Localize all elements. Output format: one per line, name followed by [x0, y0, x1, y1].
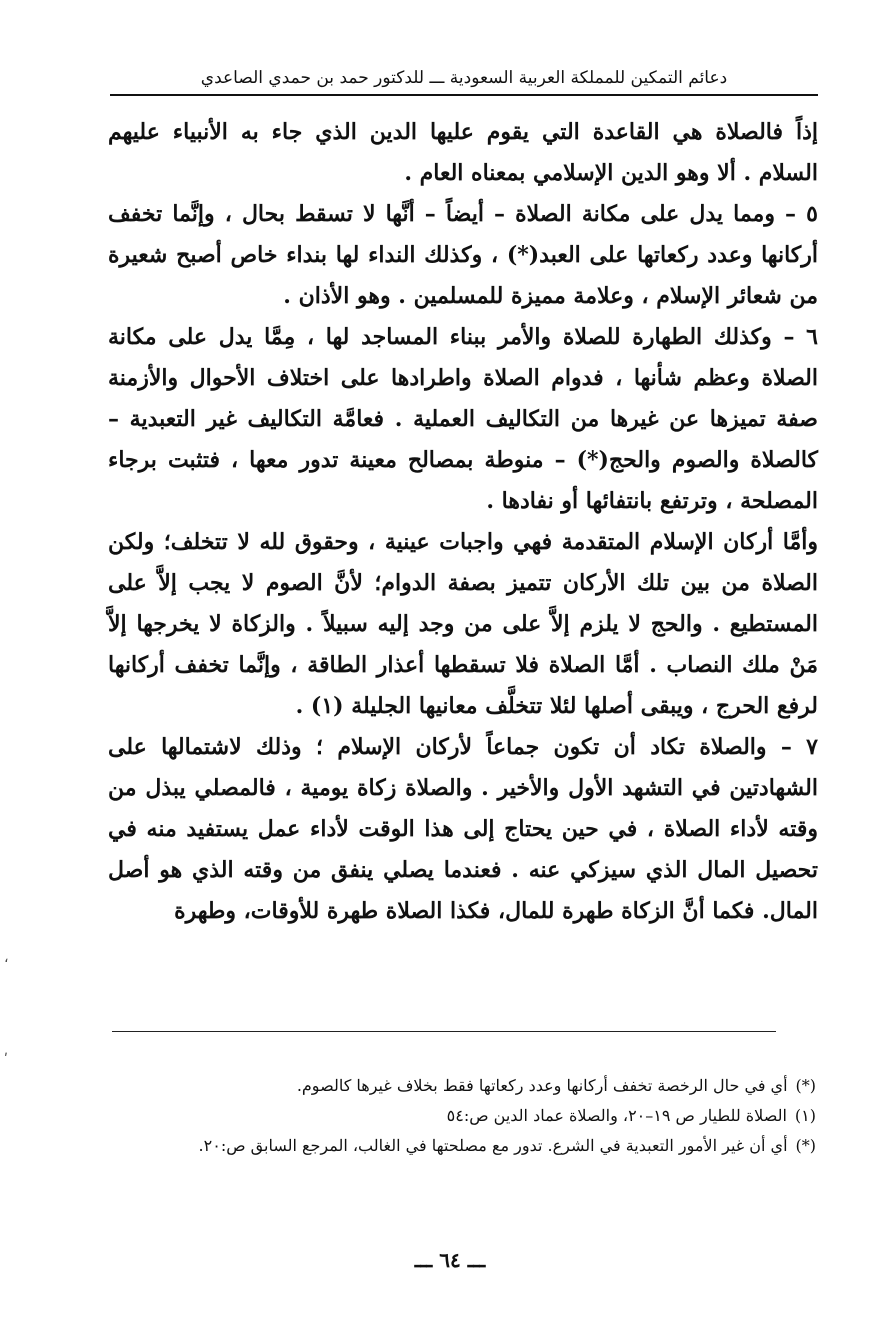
footnote	[110, 1132, 816, 1159]
footnote	[110, 1072, 816, 1099]
footnote-separator	[112, 1031, 776, 1032]
footnote-mark: (*)	[795, 1136, 816, 1155]
scan-margin-mark: ،	[4, 950, 9, 966]
footnote-mark: (*)	[795, 1076, 816, 1095]
footnotes	[110, 1072, 816, 1162]
page-number: ـــ ٦٤ ـــ	[414, 1248, 486, 1272]
paragraph-3: ٦ – وكذلك الطهارة للصلاة والأمر ببناء المساجد لها ، مِمَّا يدل على مكانة الصلاة وعظم شأنها ، فدوام الصلاة واطرادها على اختلاف الأحوال والأزمنة صفة تميزها عن غيرها من التكاليف العملية . فعامَّة التكاليف غير التعبدية – كالصلاة والصوم والحج(*) – منوطة بمصالح معينة تدور معها ، فتثبت برجاء المصلحة ، وترتفع بانتفائها أو نفادها .	[108, 324, 818, 514]
paragraph-1: إذاً فالصلاة هي القاعدة التي يقوم عليها الدين الذي جاء به الأنبياء عليهم السلام . ألا وهو الدين الإسلامي بمعناه العام .	[108, 119, 818, 186]
header-rule	[110, 94, 818, 96]
main-text	[108, 112, 818, 932]
paragraph-5: ٧ – والصلاة تكاد أن تكون جماعاً لأركان الإسلام ؛ وذلك لاشتمالها على الشهادتين في التشهد الأول والأخير . والصلاة زكاة يومية ، فالمصلي يبذل من وقته لأداء الصلاة ، في حين يحتاج إلى هذا الوقت لأداء عمل يستفيد منه في تحصيل المال الذي سيزكي عنه . فعندما يصلي ينفق من وقته الذي هو أصل المال. فكما أنَّ الزكاة طهرة للمال، فكذا الصلاة طهرة للأوقات، وطهرة	[108, 734, 818, 924]
paragraph-4: وأمَّا أركان الإسلام المتقدمة فهي واجبات عينية ، وحقوق لله لا تتخلف؛ ولكن الصلاة من بين تلك الأركان تتميز بصفة الدوام؛ لأنَّ الصوم لا يجب إلاَّ على المستطيع . والحج لا يلزم إلاَّ على من وجد إليه سبيلاً . والزكاة لا يخرجها إلاَّ مَنْ ملك النصاب . أمَّا الصلاة فلا تسقطها أعذار الطاقة ، وإنَّما تخفف أركانها لرفع الحرج ، ويبقى أصلها لئلا تتخلَّف معانيها الجليلة (١) .	[108, 529, 818, 719]
running-header: دعائم التمكين للمملكة العربية السعودية ـــ للدكتور حمد بن حمدي الصاعدي	[200, 68, 728, 88]
footnote-text: الصلاة للطيار ص ١٩–٢٠، والصلاة عماد الدين ص:٥٤	[446, 1106, 787, 1125]
footnote	[110, 1102, 816, 1129]
paragraph-2: ٥ – ومما يدل على مكانة الصلاة – أيضاً – أنَّها لا تسقط بحال ، وإنَّما تخفف أركانها وعدد ركعاتها على العبد(*) ، وكذلك النداء لها بنداء خاص أصبح شعيرة من شعائر الإسلام ، وعلامة مميزة للمسلمين . وهو الأذان .	[108, 201, 818, 309]
scan-margin-mark: ʹ	[4, 1052, 8, 1068]
footnote-text: أي أن غير الأمور التعبدية في الشرع. تدور مع مصلحتها في الغالب، المرجع السابق ص:٢٠.	[198, 1136, 788, 1155]
footnote-mark: (١)	[794, 1106, 816, 1125]
footnote-text: أي في حال الرخصة تخفف أركانها وعدد ركعاتها فقط بخلاف غيرها كالصوم.	[296, 1076, 788, 1095]
